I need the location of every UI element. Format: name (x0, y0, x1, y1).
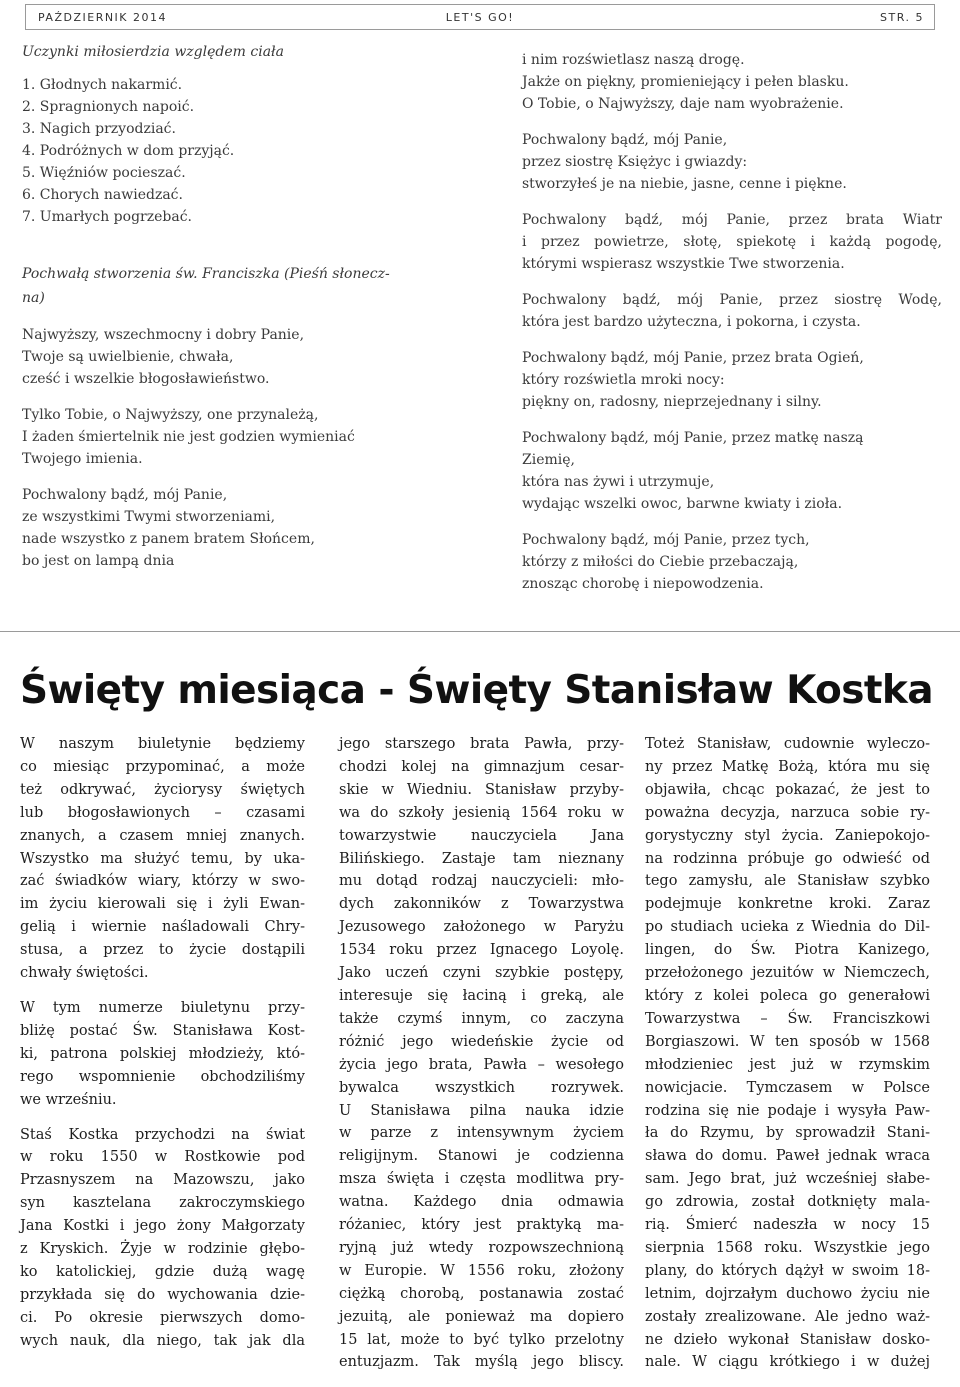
text-line: W naszym biuletynie będziemy (20, 736, 305, 752)
list-item: 6. Chorych nawiedzać. (22, 187, 183, 203)
verse-line: i nim rozświetlasz naszą drogę. (522, 52, 745, 68)
text-line: we wrześniu. (20, 1091, 117, 1108)
verse-line: ze wszystkimi Twymi stworzeniami, (22, 509, 276, 525)
verse-line: który rozświetla mroki nocy: (522, 372, 725, 388)
text-line: religijnym. Stanowi je codzienna (339, 1148, 624, 1165)
text-line: skie w Wiedniu. Stanisław przyby- (339, 781, 624, 798)
text-line: lub błogosławionych – czasami (20, 804, 305, 821)
text-line: z Kryskich. Żyje w rodzinie głębo- (20, 1241, 305, 1258)
top-section (0, 40, 960, 630)
page-number: STR. 5 (880, 11, 924, 24)
text-line: im życiu kierowali się i żyli Ewan- (20, 896, 305, 913)
text-line: ko katolickiej, gdzie dużą wagę (20, 1263, 305, 1280)
article-column-3 (645, 733, 930, 1374)
list-item: 2. Spragnionych napoić. (22, 99, 195, 115)
text-line: gorystyczny styl życia. Zaniepokojo- (645, 827, 930, 844)
text-line: sam. Jego brat, już wcześniej słabe- (645, 1171, 930, 1188)
canticle-stanza (522, 49, 942, 115)
verse-line: Pochwalony bądź, mój Panie, przez brata Ogień, (522, 350, 864, 366)
verse-line: Ziemię, (522, 452, 575, 468)
text-line: w roku 1550 w Rostkowie pod (20, 1149, 305, 1166)
text-line: jezuitą, ale ponieważ ma dopiero (339, 1308, 624, 1325)
verse-line: wydając wszelki owoc, barwne kwiaty i zioła. (522, 496, 843, 512)
text-line: ła do Rzymu, by sprowadził Stani- (645, 1125, 930, 1142)
canticle-stanza (522, 289, 942, 333)
right-column (522, 40, 942, 595)
text-line: co miesiąc przypominać, a może (20, 758, 305, 775)
text-line: W tym numerze biuletynu przy- (20, 999, 305, 1016)
text-line: 15 lat, może to być tylko przelotny (339, 1331, 624, 1348)
text-line: nowicjacie. Tymczasem w Polsce (645, 1079, 930, 1096)
verse-line: Twojego imienia. (22, 451, 143, 467)
canticle-stanza (522, 529, 942, 595)
text-line: ryjną już wtedy rozpowszechnioną (339, 1239, 624, 1256)
text-line: Przasnyszem na Mazowszu, jako (20, 1172, 305, 1189)
verse-line: nade wszystko z panem bratem Słońcem, (22, 531, 315, 547)
verse-line: Pochwalony bądź, mój Panie, przez brata Wiatr (522, 212, 942, 228)
verse-line: Pochwalony bądź, mój Panie, (522, 132, 728, 148)
text-line: msza święta i częsta modlitwa pry- (339, 1171, 624, 1188)
verse-line: Tylko Tobie, o Najwyższy, one przynależą, (22, 407, 319, 423)
verse-line: Pochwalony bądź, mój Panie, przez matkę naszą (522, 430, 864, 446)
list-item: 4. Podróżnych w dom przyjąć. (22, 143, 235, 159)
text-line: młodzieniec jest już w rzymskim (645, 1056, 930, 1073)
verse-line: I żaden śmiertelnik nie jest godzien wymieniać (22, 429, 355, 445)
text-line: Jako uczeń czyni szybkie postępy, (339, 965, 624, 982)
verse-line: bo jest on lampą dnia (22, 553, 175, 569)
text-line: ciężką chorobą, postanawia zostać (339, 1285, 624, 1302)
verse-line: i przez powietrze, słotę, spiekotę i każdą pogodę, (522, 234, 942, 250)
text-line: jego starszego brata Pawła, przy- (339, 736, 624, 752)
canticle-stanza (22, 324, 472, 390)
verse-line: Twoje są uwielbienie, chwała, (22, 349, 234, 365)
section-divider (0, 631, 960, 632)
canticle-stanza (522, 129, 942, 195)
page-header (25, 4, 935, 30)
text-line: rią. Śmierć nadeszła w nocy 15 (645, 1217, 930, 1234)
text-line: podejmuje konkretne kroki. Zaraz (645, 896, 930, 913)
verse-line: stworzyłeś je na niebie, jasne, cenne i piękne. (522, 176, 847, 192)
text-line: entuzjazm. Tak myślą jego bliscy. (339, 1354, 624, 1371)
text-line: letnim, dojrzałym duchowo życiu nie (645, 1285, 930, 1302)
article-title: Święty miesiąca - Święty Stanisław Kostka (20, 668, 933, 713)
text-line: różnić jego wiedeńskie życie od (339, 1033, 624, 1050)
canticle-stanza (22, 484, 472, 572)
text-line: Staś Kostka przychodzi na świat (20, 1126, 305, 1143)
verse-line: O Tobie, o Najwyższy, daje nam wyobrażenie. (522, 96, 844, 112)
text-line: w parze z intensywnym życiem (339, 1125, 624, 1142)
text-line: stusa, a przez to życie dostąpili (20, 942, 305, 959)
text-line: dych zakonników z Towarzystwa (339, 896, 624, 913)
text-line: Toteż Stanisław, cudownie wyleczo- (645, 736, 930, 752)
text-line: plany, do których dążył w swoim 18- (645, 1262, 930, 1279)
list-item: 7. Umarłych pogrzebać. (22, 209, 192, 225)
text-line: także czymś innym, co zaczyna (339, 1010, 624, 1027)
text-line: ci. Po okresie pierwszych domo- (20, 1309, 305, 1326)
paragraph (20, 1124, 305, 1353)
verse-line: która nas żywi i utrzymuje, (522, 474, 715, 490)
works-of-mercy-list (22, 74, 472, 228)
paragraph (20, 997, 305, 1112)
canticle-stanza (522, 209, 942, 275)
works-of-mercy-title: Uczynki miłosierdzia względem ciała (22, 44, 284, 60)
text-line: bliżę postać Św. Stanisława Kost- (20, 1022, 305, 1039)
text-line: też odkrywać, życiorysy świętych (20, 781, 305, 798)
text-line: Towarzystwa – Św. Franciszkowi (645, 1010, 930, 1027)
text-line: chwały świętości. (20, 965, 149, 982)
text-line: zostały zrealizowane. Ale jedno waż- (645, 1308, 930, 1325)
verse-line: Jakże on piękny, promieniejący i pełen blasku. (522, 74, 849, 90)
text-line: mu dotąd rodzaj nauczycieli: mło- (339, 873, 624, 890)
text-line: watna. Każdego dnia odmawia (339, 1194, 624, 1211)
verse-line: Pochwalony bądź, mój Panie, przez tych, (522, 532, 810, 548)
verse-line: znosząc chorobę i niepowodzenia. (522, 576, 764, 592)
text-line: znanych, a czasem mniej znanych. (20, 827, 305, 844)
text-line: Jezusowego założonego w Paryżu (339, 919, 624, 936)
text-line: po studiach ucieka z Wiednia do Dil- (645, 919, 930, 936)
left-column (22, 40, 472, 572)
text-line: sierpnia 1568 roku. Wszystkie jego (645, 1239, 930, 1256)
text-line: ki, patrona polskiej młodzieży, któ- (20, 1045, 305, 1062)
article-column-2 (339, 733, 624, 1374)
text-line: bywalca wszystkich rozrywek. (339, 1079, 624, 1096)
text-line: objawiła, chcąc pokazać, że jest to (645, 781, 930, 798)
text-line: w Europie. W 1556 roku, złożony (339, 1262, 624, 1279)
text-line: poważna decyzja, narzuca sobie ry- (645, 804, 930, 821)
text-line: życia jego brata, Pawła – wesołego (339, 1056, 624, 1073)
text-line: lingen, do Św. Piotra Kanizego, (645, 942, 930, 959)
text-line: chodzi kolej na gimnazjum cesar- (339, 758, 624, 775)
text-line: towarzystwie nauczyciela Jana (339, 827, 624, 844)
text-line: Wszystko ma służyć temu, by uka- (20, 850, 305, 867)
verse-line: którymi wspierasz wszystkie Twe stworzenia. (522, 256, 845, 272)
text-line: wa do szkoły jesienią 1564 roku w (339, 804, 624, 821)
verse-line: Najwyższy, wszechmocny i dobry Panie, (22, 327, 305, 343)
text-line: różaniec, który jest praktyką ma- (339, 1217, 624, 1234)
newsletter-name: LET'S GO! (445, 11, 515, 24)
text-line: syn kasztelana zakroczymskiego (20, 1195, 305, 1212)
text-line: przełożonego jezuitów w Niemczech, (645, 965, 930, 982)
text-line: który z kolei poleca go generałowi (645, 987, 930, 1004)
verse-line: która jest bardzo użyteczna, i pokorna, i czysta. (522, 314, 861, 330)
text-line: 1534 roku przez Ignacego Loyolę. (339, 942, 624, 959)
canticle-stanza (522, 427, 942, 515)
text-line: ne dzieło wykonał Stanisław dosko- (645, 1331, 930, 1348)
verse-line: przez siostrę Księżyc i gwiazdy: (522, 154, 748, 170)
canticle-title-line: na) (22, 290, 45, 306)
text-line: U Stanisława pilna nauka idzie (339, 1102, 624, 1119)
text-line: wych nauk, dla niego, tak jak dla (20, 1332, 305, 1349)
text-line: go zdrowia, został dotknięty mala- (645, 1194, 930, 1211)
paragraph (20, 733, 305, 985)
verse-line: piękny on, radosny, nieprzejednany i silny. (522, 394, 822, 410)
text-line: gelią i wiernie naśladowali Chry- (20, 919, 305, 936)
text-line: rego wspomnienie obchodziliśmy (20, 1068, 305, 1085)
canticle-stanza (522, 347, 942, 413)
verse-line: którzy z miłości do Ciebie przebaczają, (522, 554, 799, 570)
list-item: 3. Nagich przyodziać. (22, 121, 176, 137)
canticle-stanza (22, 404, 472, 470)
text-line: Borgiaszowi. W ten sposób w 1568 (645, 1033, 930, 1050)
text-line: nale. W ciągu krótkiego i w dużej (645, 1354, 930, 1371)
text-line: ny przez Matkę Bożą, która mu się (645, 758, 930, 775)
text-line: zać świadków wiary, którzy w swo- (20, 873, 305, 890)
verse-line: Pochwalony bądź, mój Panie, (22, 487, 228, 503)
text-line: na rodzinna próbuje go odwieść od (645, 850, 930, 867)
text-line: sława do domu. Paweł jednak wraca (645, 1148, 930, 1165)
verse-line: cześć i wszelkie błogosławieństwo. (22, 371, 270, 387)
text-line: rodzina się nie podaje i wysyła Paw- (645, 1102, 930, 1119)
text-line: interesuje się łaciną i greką, ale (339, 987, 624, 1004)
list-item: 1. Głodnych nakarmić. (22, 77, 183, 93)
list-item: 5. Więźniów pocieszać. (22, 165, 186, 181)
text-line: tego zamysłu, ale Stanisław szybko (645, 873, 930, 890)
article-column-1 (20, 733, 305, 1353)
issue-date: PAŹDZIERNIK 2014 (38, 11, 168, 24)
text-line: Bilińskiego. Zastaje tam nieznany (339, 850, 624, 867)
text-line: przykłada się do wychowania dzie- (20, 1286, 305, 1303)
verse-line: Pochwalony bądź, mój Panie, przez siostrę Wodę, (522, 292, 942, 308)
text-line: Jana Kostki i jego żony Małgorzaty (20, 1218, 305, 1235)
canticle-title-line: Pochwałą stworzenia św. Franciszka (Pieśń słonecz- (22, 266, 390, 282)
